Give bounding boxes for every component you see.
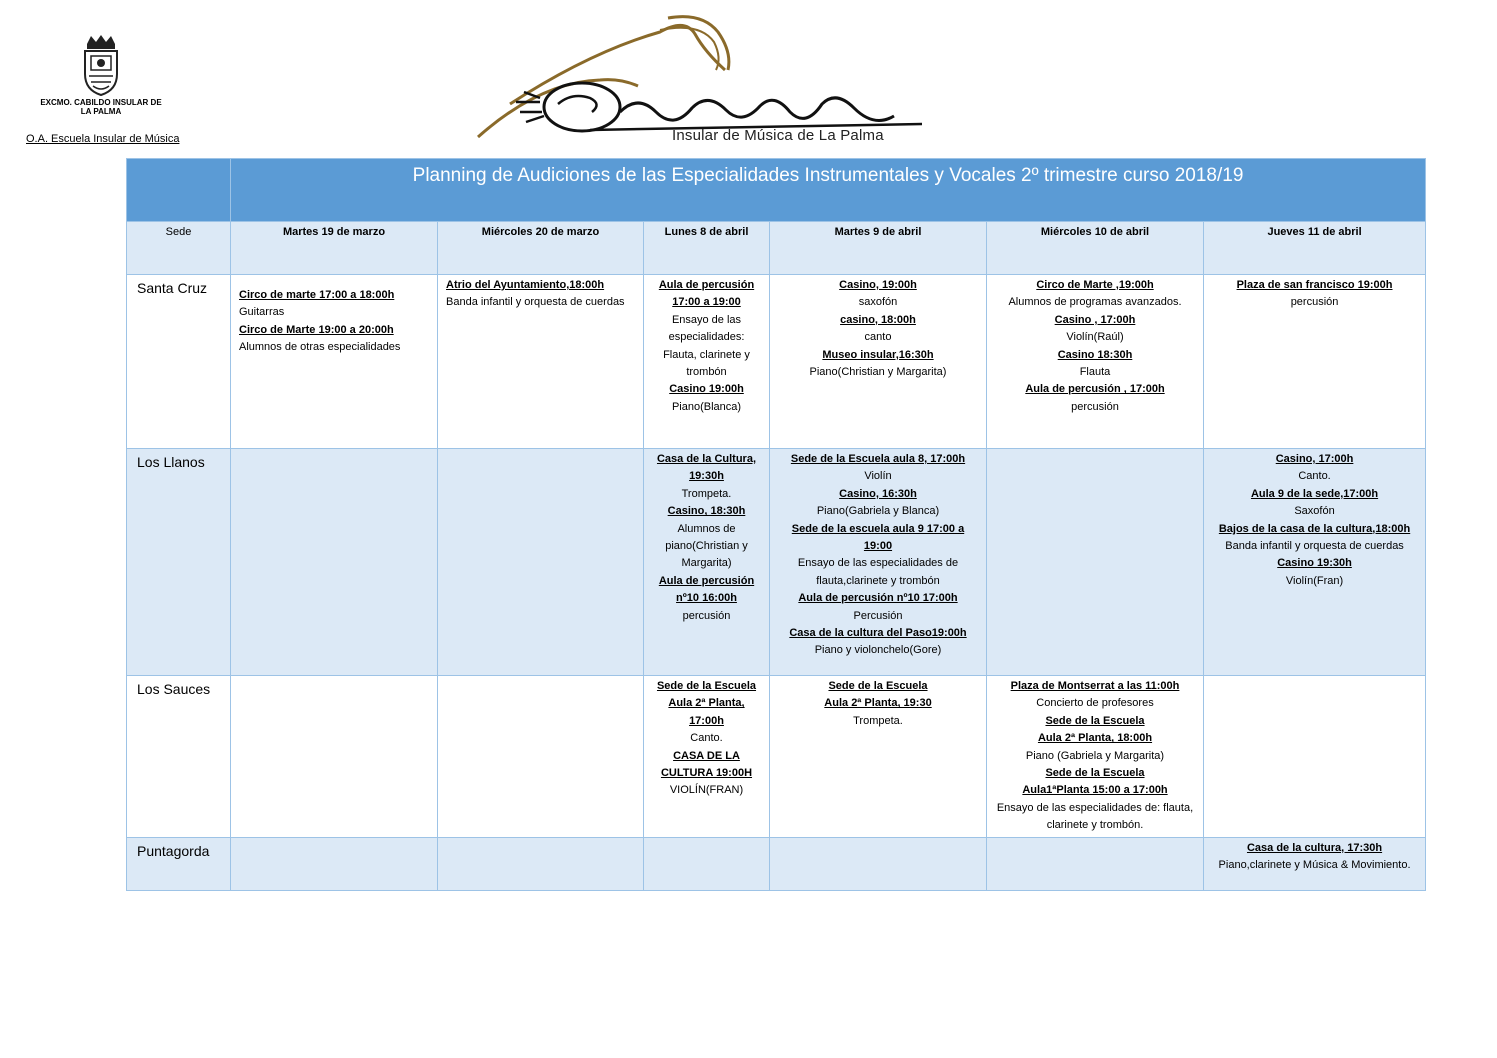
schedule-cell <box>987 676 1204 838</box>
event-description: Piano y violonchelo(Gore) <box>814 644 942 657</box>
event-description: Trompeta. <box>853 714 903 727</box>
event-description: percusión <box>1290 296 1339 309</box>
event-description: Piano,clarinete y Música & Movimiento. <box>1218 859 1411 872</box>
event-location-time: Casino 19:00h <box>669 383 744 396</box>
event-location-time: Casino, 18:30h <box>667 505 746 518</box>
schedule-cell <box>231 275 438 449</box>
event-location-time: Sede de la escuela aula 9 17:00 a 19:00 <box>791 522 965 553</box>
schedule-cell <box>770 676 987 838</box>
schedule-cell <box>644 449 770 676</box>
event-location-time: 17:00 a 19:00 <box>672 296 741 309</box>
event-location-time: Casa de la Cultura, 19:30h <box>656 453 757 483</box>
event-location-time: Casino 18:30h <box>1057 348 1133 361</box>
event-location-time: Plaza de Montserrat a las 11:00h <box>1010 680 1180 692</box>
event-location-time: Casino, 17:00h <box>1275 453 1354 465</box>
event-location-time: Casino , 17:00h <box>1054 313 1136 326</box>
event-location-time: Casino, 16:30h <box>839 487 917 500</box>
logo-subtitle: Insular de Música de La Palma <box>672 127 884 144</box>
event-location-time: Aula de percusión nº10 17:00h <box>798 592 958 605</box>
event-description: Ensayo de las especialidades de flauta,clarinete y trombón <box>797 557 959 587</box>
title-blank-cell <box>127 159 231 222</box>
schedule-cell <box>644 275 770 449</box>
event-description: Guitarras <box>239 306 285 319</box>
org-link[interactable]: O.A. Escuela Insular de Música <box>26 133 180 145</box>
event-description: Piano(Blanca) <box>671 400 742 413</box>
event-description: Ensayo de las especialidades: Flauta, clarinete y trombón <box>663 313 750 379</box>
event-location-time: Sede de la Escuela <box>1045 714 1145 727</box>
event-description: Piano(Christian y Margarita) <box>809 366 947 379</box>
table-row <box>127 449 1426 676</box>
event-location-time: Circo de Marte ,19:00h <box>1036 279 1154 291</box>
schedule-cell <box>987 275 1204 449</box>
event-location-time: Aula 2ª Planta, 19:30 <box>824 697 932 710</box>
header-date: Miércoles 10 de abril <box>987 222 1204 275</box>
schedule-cell <box>231 449 438 676</box>
schedule-cell <box>770 449 987 676</box>
event-description: Canto. <box>690 732 723 745</box>
header-row <box>127 222 1426 275</box>
event-description: Violín(Fran) <box>1285 574 1344 587</box>
schedule-cell <box>770 275 987 449</box>
header-date: Jueves 11 de abril <box>1204 222 1426 275</box>
event-location-time: Bajos de la casa de la cultura,18:00h <box>1218 522 1411 535</box>
event-location-time: Aula de percusión , 17:00h <box>1025 383 1165 396</box>
event-location-time: Sede de la Escuela <box>656 680 757 692</box>
header-date: Lunes 8 de abril <box>644 222 770 275</box>
event-description: Trompeta. <box>681 487 732 500</box>
event-description: Alumnos de programas avanzados. <box>1008 296 1182 309</box>
event-description: Percusión <box>853 609 903 622</box>
schedule-cell <box>987 837 1204 890</box>
event-location-time: Sede de la Escuela <box>828 680 928 692</box>
header-date: Miércoles 20 de marzo <box>438 222 644 275</box>
event-location-time: Museo insular,16:30h <box>822 348 934 361</box>
event-location-time: Aula 2ª Planta, 17:00h <box>668 697 745 727</box>
event-description: Flauta <box>1079 366 1111 379</box>
site-name: Los Sauces <box>127 676 231 838</box>
audition-schedule-table <box>126 158 1426 891</box>
schedule-cell <box>644 676 770 838</box>
schedule-cell <box>438 275 644 449</box>
site-name: Santa Cruz <box>127 275 231 449</box>
table-row <box>127 275 1426 449</box>
crest-caption: EXCMO. CABILDO INSULAR DE LA PALMA <box>40 98 162 116</box>
table-row <box>127 837 1426 890</box>
event-location-time: Casino 19:30h <box>1277 557 1352 570</box>
event-location-time: Casa de la cultura del Paso19:00h <box>789 627 967 640</box>
event-location-time: Aula de percusión <box>658 279 755 291</box>
event-description: percusión <box>1071 400 1119 413</box>
title-row <box>127 159 1426 222</box>
schedule-cell <box>770 837 987 890</box>
header-sede: Sede <box>127 222 231 275</box>
schedule-cell <box>987 449 1204 676</box>
event-description: Violín <box>864 470 892 483</box>
schedule-cell <box>231 676 438 838</box>
event-description: percusión <box>682 609 731 622</box>
table-row <box>127 676 1426 838</box>
schedule-cell <box>1204 837 1426 890</box>
event-location-time: Plaza de san francisco 19:00h <box>1236 279 1393 291</box>
cabildo-crest <box>40 34 162 116</box>
event-location-time: Aula de percusión nº10 16:00h <box>658 574 755 605</box>
event-location-time: Sede de la Escuela aula 8, 17:00h <box>790 453 966 465</box>
schedule-cell <box>1204 275 1426 449</box>
event-description: Banda infantil y orquesta de cuerdas <box>1225 540 1404 553</box>
event-description: Saxofón <box>1294 505 1335 518</box>
event-location-time: Aula1ªPlanta 15:00 a 17:00h <box>1022 784 1168 797</box>
spacer <box>239 277 429 287</box>
event-location-time: CASA DE LA CULTURA 19:00H <box>660 749 753 780</box>
event-description: Piano (Gabriela y Margarita) <box>1025 749 1165 762</box>
schedule-cell <box>1204 449 1426 676</box>
schedule-cell <box>438 837 644 890</box>
event-description: Piano(Gabriela y Blanca) <box>816 505 940 518</box>
schedule-cell <box>644 837 770 890</box>
event-location-time: Atrio del Ayuntamiento,18:00h <box>446 279 605 291</box>
schedule-cell <box>438 676 644 838</box>
event-description: Canto. <box>1298 470 1331 483</box>
schedule-cell <box>1204 676 1426 838</box>
site-name: Puntagorda <box>127 837 231 890</box>
event-location-time: Aula 2ª Planta, 18:00h <box>1037 732 1153 745</box>
event-description: Banda infantil y orquesta de cuerdas <box>446 296 625 309</box>
site-name: Los Llanos <box>127 449 231 676</box>
header-date: Martes 9 de abril <box>770 222 987 275</box>
event-description: Alumnos de otras especialidades <box>239 341 401 354</box>
header-date: Martes 19 de marzo <box>231 222 438 275</box>
event-location-time: Circo de Marte 19:00 a 20:00h <box>239 323 394 336</box>
event-location-time: Circo de marte 17:00 a 18:00h <box>239 289 395 301</box>
event-description: Violín(Raúl) <box>1066 331 1124 344</box>
event-location-time: casino, 18:00h <box>840 313 916 326</box>
event-description: Alumnos de piano(Christian y Margarita) <box>665 522 748 570</box>
event-location-time: Sede de la Escuela <box>1045 767 1145 780</box>
table-title: Planning de Audiciones de las Especialidades Instrumentales y Vocales 2º trimestre curso 2018/19 <box>231 159 1426 222</box>
event-location-time: Casino, 19:00h <box>839 279 917 291</box>
event-description: VIOLÍN(FRAN) <box>669 784 744 797</box>
event-description: Concierto de profesores <box>1036 697 1154 710</box>
schedule-cell <box>438 449 644 676</box>
crest-icon <box>79 34 123 96</box>
event-location-time: Casa de la cultura, 17:30h <box>1246 841 1383 854</box>
event-location-time: Aula 9 de la sede,17:00h <box>1250 487 1379 500</box>
event-description: canto <box>864 331 892 344</box>
event-description: Ensayo de las especialidades de: flauta, clarinete y trombón. <box>996 801 1194 832</box>
event-description: saxofón <box>858 296 898 309</box>
schedule-cell <box>231 837 438 890</box>
